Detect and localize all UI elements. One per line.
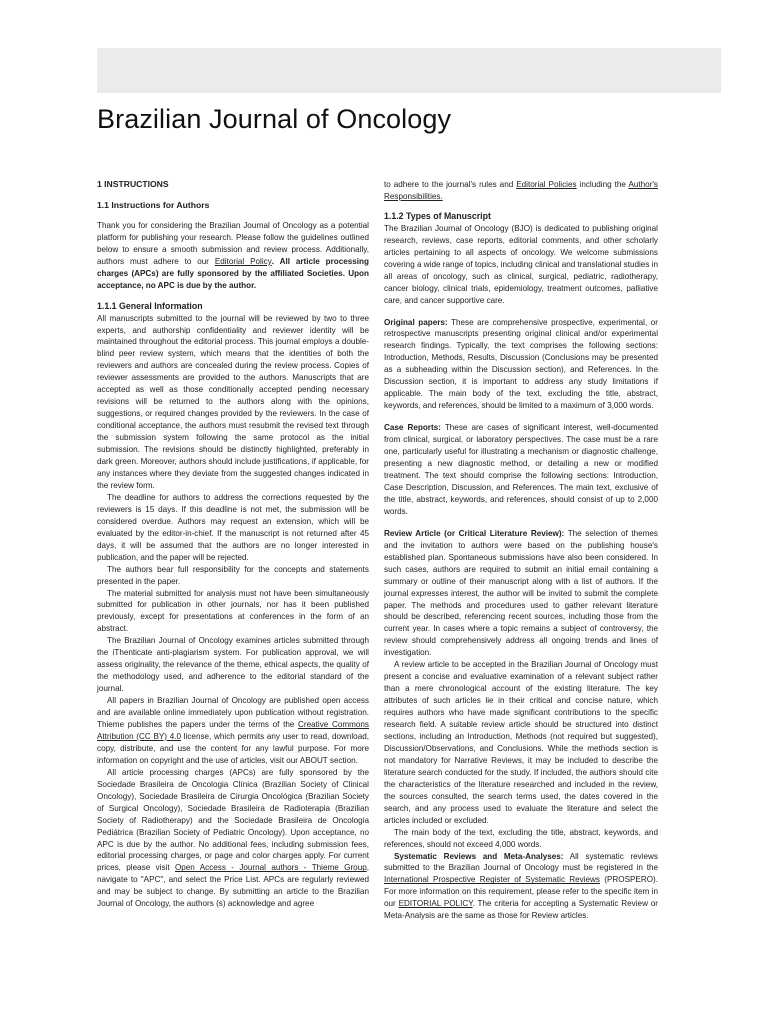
editorial-policy-link-2[interactable]: EDITORIAL POLICY [398,899,473,909]
open-access-text: All papers in Brazilian Journal of Oncology are published open access and are available online immediately upon publication without registration. Thieme publishes the papers under the terms of the [97,696,369,729]
author-responsibilities-link[interactable]: Author's Responsibilities. [384,180,658,201]
open-access-paragraph [97,695,369,767]
intro-paragraph [97,220,369,292]
open-access-text-2: license, which permits any user to read, download, copy, distribute, and use the content for any lawful purpose. For more information on copyright and the use of articles, visit our ABOUT section. [97,731,369,765]
responsibility-paragraph: The authors bear full responsibility for the concepts and statements presented in the paper. [97,564,369,586]
original-papers-text: These are comprehensive prospective, experimental, or retrospective manuscripts presenting original clinical and/or experimental research findings. Typically, the text comprises the following sections: Introduction, Methods, Results, Discussion (Conclusions may be presented as a subheading within the Discussion section), and References. In the Discussion section, it is important to address any study limitations if applicable. The main body of the text, excluding the title, abstract, keywords, and references, should be limited to a maximum of 3,000 words. [384,317,659,411]
general-info-heading: 1.1.1 General Information [97,300,203,311]
apc-text: All article processing charges (APCs) are fully sponsored by the Sociedade Brasileira de Oncologia Clínica (Brazilian Society of Clinical Oncology), Sociedade Brasileira de Cirurgia Oncológica (Brazilian Society of Surgical Oncology), Sociedade Brasileira de Radioterapia (Brazilian Society of Radiotherapy) and the Sociedade Brasileira de Oncologia Pediátrica (Brazilian Society of Pediatric Oncology). Upon acceptance, no APC is due by the author. No additional fees, including submission fees, editorial processing charges, or page and color charges apply. For current prices, please visit [97,767,369,873]
systematic-reviews-paragraph [384,851,658,923]
systematic-text: All systematic reviews submitted to the Brazilian Journal of Oncology must be registered in the [384,851,658,873]
types-heading: 1.1.2 Types of Manuscript [384,210,491,221]
case-reports-text: These are cases of significant interest, well-documented from clinical, surgical, or laboratory perspectives. The case must be a rare one, particularly useful for illustrating a mechanism or diagnostic challenge, presenting a new diagnostic method, or detailing a new or modified treatment. The text should comprise the following sections: Introduction, Case Description, Discussion, and References. The main text, exclusive of the title, abstract, keywords, and references, should consist of up to 2,000 words. [384,423,659,516]
review-criteria-paragraph: A review article to be accepted in the Brazilian Journal of Oncology must present a concise and evaluative examination of a relevant subject rather than a mere chronological account of the existing literature. The key attributes of such articles lie in their critical and concise nature, which requires authors who have made significant contributions to the specific research field. A suitable review article should be structured into distinct sections, including an Introduction, Methods (not required but suggested), Discussion/Observations, and Conclusions. While the methods section is not mandatory for Narrative Reviews, it may be included to describe the literature search conducted for the study. If included, the authors should cite the characteristics of the literature researched and included in the review, the sources consulted, the search terms used, the dates covered in the search, and any process used to evaluate the literature and select the articles included or excluded. [384,660,658,825]
general-paragraph: All manuscripts submitted to the journal will be reviewed by two to three experts, and authorship confidentiality and reviewer identity will be maintained throughout the editorial process. This journal employs a double-blind peer review system, which means that the identities of both the reviewers and authors are concealed during the review process. Copies of reviewer assessments are provided to the authors. Manuscripts that are accepted as well as those conditionally accepted pending necessary revisions will be returned to the authors along with the opinions, suggestions, or required changes provided by the reviewers. In the case of conditional acceptance, the authors must resubmit the revised text through the submission system following the same protocol as the initial submission. The revisions should be distinctly highlighted, preferably in dark green. Moreover, authors should include justifications, if applicable, for any instances where they deviate from the suggested changes indicated in the review form. [97,313,369,490]
continuation-paragraph [384,179,658,203]
types-paragraph: The Brazilian Journal of Oncology (BJO) is dedicated to publishing original research, reviews, case reports, editorial comments, and other scholarly articles pertaining to all aspects of oncology. We welcome submissions covering a wide range of topics, including clinical and translational studies in all areas of oncology, such as clinical, surgical, pediatric, radiotherapy, cancer biology, clinical trials, epidemiology, treatment outcomes, palliative care, and cancer supportive care. [384,223,658,305]
systematic-reviews-label: Systematic Reviews and Meta-Analyses: [394,851,564,861]
editorial-policy-link[interactable]: Editorial Policy [214,256,272,266]
prospero-link[interactable]: International Prospective Register of Systematic Reviews [384,875,600,885]
right-column [384,179,658,922]
left-column [97,179,369,910]
systematic-text-2: (PROSPERO). For more information on this requirement, please refer to the specific item in our [384,875,658,909]
deadline-paragraph: The deadline for authors to address the corrections requested by the reviewers is 15 days. If this deadline is not met, the submission will be considered overdue. Authors may request an extension, which will be evaluated by the editor-in-chief. If the manuscript is not returned after 45 days, it will be assumed that the authors are no longer interested in publication, and the paper will be rejected. [97,492,369,562]
intro-text: Thank you for considering the Brazilian Journal of Oncology as a potential platform for publishing your research. Please follow the guidelines outlined below to ensure a smooth submission and review process. Additionally, authors must adhere to our [97,220,369,266]
review-article-text: The selection of themes and the invitation to authors were based on the publishing house's established plan. Spontaneous submissions have also been considered. In such cases, authors are required to submit an initial email containing a summary or outline of their manuscript along with a list of authors. If the journal expresses interest, the author will be invited to submit the complete paper. The methods and procedures used to gather relevant literature should be described, referencing recent sources, including those from the current year. In cases where a topic remains a subject of controversy, the review should comprehensively address all ongoing trends and lines of investigation. [384,528,658,658]
review-length-paragraph: The main body of the text, excluding the title, abstract, keywords, and references, should not exceed 4,000 words. [384,827,658,849]
thieme-open-access-link[interactable]: Open Access - Journal authors - Thieme Group [174,863,367,873]
subsection-heading: 1.1 Instructions for Authors [97,199,210,210]
original-papers-paragraph [384,317,658,413]
plagiarism-paragraph: The Brazilian Journal of Oncology examines articles submitted through the iThenticate anti-plagiarism system. For publication approval, we will assess originality, the relevance of the theme, ethical aspects, the quality of the methodology used, and adherence to the editorial standard of the journal. [97,636,369,694]
editorial-policies-link[interactable]: Editorial Policies [516,180,577,189]
case-reports-label: Case Reports: [384,423,441,433]
apc-paragraph [97,767,369,910]
header-band [97,48,721,93]
apc-notice: . All article processing charges (APCs) are fully sponsored by the affiliated Societies. Upon acceptance, no APC is due by the author. [97,256,369,290]
continuation-text: to adhere to the journal's rules and [384,180,517,189]
review-article-paragraph [384,528,658,659]
journal-title: Brazilian Journal of Oncology [97,104,452,134]
review-article-label: Review Article (or Critical Literature Review): [384,528,565,538]
material-paragraph: The material submitted for analysis must not have been simultaneously submitted for publication in other journals, nor has it been published previously, except for presentations at conferences in the form of an abstract. [97,588,369,634]
case-reports-paragraph [384,422,658,518]
systematic-text-3: . The criteria for accepting a Systematic Review or Meta-Analysis are the same as those for Review articles. [384,899,658,921]
apc-text-2: , navigate to "APC", and select the Price List. APCs are regularly reviewed and may be subject to change. By submitting an article to the Brazilian Journal of Oncology, the authors (s) acknowledge and agree [97,863,369,909]
original-papers-label: Original papers: [384,317,448,327]
cc-by-link[interactable]: Creative Commons Attribution (CC BY) 4.0 [97,719,369,741]
section-heading: 1 INSTRUCTIONS [97,179,169,189]
continuation-text-2: including the [576,180,629,189]
